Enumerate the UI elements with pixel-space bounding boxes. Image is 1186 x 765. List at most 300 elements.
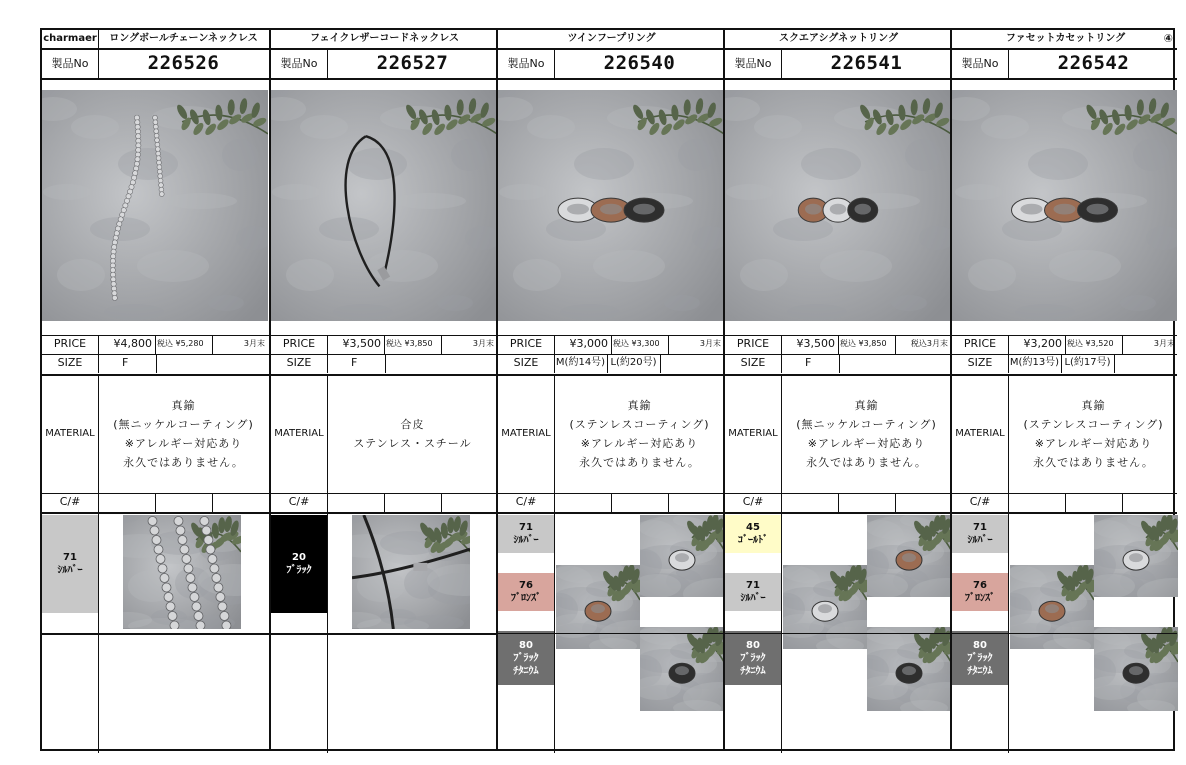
swatch-label-line: ﾌﾞﾗｯｸ bbox=[967, 652, 993, 664]
stone-texture bbox=[726, 184, 774, 200]
product-photo bbox=[1010, 565, 1094, 649]
product-photo bbox=[640, 515, 724, 597]
size-label: SIZE bbox=[967, 356, 993, 369]
chain-bead bbox=[180, 545, 189, 554]
color-swatch bbox=[498, 631, 554, 685]
stone-texture bbox=[664, 295, 700, 311]
chain-bead bbox=[192, 602, 201, 611]
stone-texture bbox=[347, 148, 407, 180]
chain-bead bbox=[152, 536, 161, 545]
swatch-label-line: ﾁﾀﾆｳﾑ bbox=[513, 665, 539, 677]
material-line: ※アレルギー対応あり bbox=[807, 437, 926, 450]
swatch-label-line: 80 bbox=[746, 639, 760, 651]
stone-texture bbox=[71, 115, 119, 139]
swatch-label-line: 71 bbox=[746, 580, 760, 591]
product-photo-image bbox=[1094, 627, 1178, 711]
swatch-label-line: 80 bbox=[973, 639, 987, 651]
stone-texture bbox=[905, 139, 941, 171]
product-photo-image bbox=[1010, 565, 1094, 649]
swatch-label-line: ｼﾙﾊﾞｰ bbox=[57, 565, 83, 576]
product-photo-image bbox=[42, 90, 268, 321]
chain-bead bbox=[178, 536, 187, 545]
stone-texture bbox=[222, 139, 258, 171]
chain-bead bbox=[200, 517, 209, 526]
tax-included-price: 税込 ¥3,300 bbox=[613, 339, 660, 348]
ring-hole bbox=[1087, 204, 1109, 215]
price-label: PRICE bbox=[53, 337, 87, 350]
column-divider bbox=[895, 493, 896, 512]
chain-bead bbox=[159, 183, 164, 188]
product-column bbox=[269, 30, 496, 749]
chain-bead bbox=[170, 621, 179, 629]
color-swatch bbox=[952, 515, 1008, 553]
stone-texture bbox=[286, 259, 334, 291]
stone-texture bbox=[57, 259, 105, 291]
chain-bead bbox=[158, 174, 163, 179]
product-photo-image bbox=[556, 565, 640, 649]
product-column bbox=[42, 30, 269, 749]
color-swatch bbox=[271, 515, 327, 613]
price-value: ¥3,500 bbox=[342, 337, 381, 350]
chain-bead bbox=[154, 133, 159, 138]
column-divider bbox=[155, 493, 156, 512]
color-swatch bbox=[952, 631, 1008, 685]
size-value: M(約14号) bbox=[555, 357, 606, 368]
product-photo-image bbox=[1094, 515, 1178, 597]
chain-bead bbox=[194, 612, 203, 621]
chain-bead bbox=[148, 517, 157, 526]
product-no-label: 製品No bbox=[507, 57, 545, 70]
stone-texture bbox=[513, 259, 561, 291]
stone-texture bbox=[43, 184, 91, 200]
row-divider bbox=[42, 78, 269, 80]
material-line: (ステンレスコーティング) bbox=[569, 418, 710, 431]
stone-texture bbox=[955, 184, 1003, 200]
material-line: (無ニッケルコーティング) bbox=[113, 418, 254, 431]
chain-bead bbox=[153, 124, 158, 129]
product-photo bbox=[867, 627, 951, 711]
material-text bbox=[554, 375, 725, 493]
product-photo bbox=[352, 515, 470, 629]
product-photo bbox=[952, 90, 1177, 321]
product-photo-image bbox=[271, 90, 497, 321]
product-code: 226527 bbox=[376, 52, 449, 74]
chain-bead bbox=[114, 231, 119, 236]
color-swatch bbox=[725, 631, 781, 685]
price-value: ¥3,000 bbox=[569, 337, 608, 350]
stone-texture bbox=[118, 148, 178, 180]
ring-hole bbox=[902, 553, 916, 562]
row-divider bbox=[271, 633, 496, 635]
color-number-label: C/# bbox=[288, 495, 310, 508]
material-line: 真鍮 bbox=[854, 399, 879, 412]
color-number-label: C/# bbox=[59, 495, 81, 508]
chain-bead bbox=[222, 621, 231, 629]
product-photo-image bbox=[498, 90, 724, 321]
chain-bead bbox=[160, 574, 169, 583]
color-number-label: C/# bbox=[742, 495, 764, 508]
stone-texture bbox=[820, 250, 892, 282]
material-label: MATERIAL bbox=[728, 428, 778, 439]
ring-hole bbox=[591, 604, 605, 613]
color-swatch bbox=[498, 515, 554, 553]
product-photo bbox=[123, 515, 241, 629]
chain-bead bbox=[220, 612, 229, 621]
product-name: ツインフープリング bbox=[567, 33, 656, 44]
swatch-label-line: ｼﾙﾊﾞｰ bbox=[967, 535, 993, 546]
column-divider bbox=[668, 493, 669, 512]
color-swatch bbox=[725, 515, 781, 553]
column-divider bbox=[384, 335, 385, 354]
swatch-label-line: ﾌﾞﾛﾝｽﾞ bbox=[511, 593, 541, 604]
delivery-note: 3月末 bbox=[699, 339, 721, 348]
tax-included-price: 税込 ¥3,850 bbox=[840, 339, 887, 348]
page-number: ④ bbox=[1163, 32, 1173, 45]
price-value: ¥3,500 bbox=[796, 337, 835, 350]
chain-bead bbox=[156, 151, 161, 156]
ring-hole bbox=[675, 666, 689, 675]
ring-hole bbox=[1045, 604, 1059, 613]
stone-texture bbox=[333, 304, 393, 320]
ring-hole bbox=[600, 204, 622, 215]
material-line: 永久ではありません。 bbox=[1033, 456, 1154, 469]
column-divider bbox=[385, 354, 386, 373]
swatch-label-line: 76 bbox=[973, 580, 987, 591]
chain-bead bbox=[150, 526, 159, 535]
chain-bead bbox=[112, 295, 117, 300]
product-name: フェイクレザーコードネックレス bbox=[310, 33, 459, 44]
ring-hole bbox=[1129, 553, 1143, 562]
product-photo-image bbox=[783, 565, 867, 649]
size-value: L(約17号) bbox=[1064, 357, 1111, 368]
stone-texture bbox=[560, 304, 620, 320]
ring-hole bbox=[818, 604, 832, 613]
column-divider bbox=[212, 493, 213, 512]
color-swatch bbox=[952, 573, 1008, 611]
chain-bead bbox=[208, 555, 217, 564]
cord-clasp bbox=[413, 563, 427, 571]
product-photo-image bbox=[725, 90, 951, 321]
price-label: PRICE bbox=[963, 337, 997, 350]
material-line: 真鍮 bbox=[1081, 399, 1106, 412]
swatch-label-line: ｺﾞｰﾙﾄﾞ bbox=[738, 535, 768, 546]
product-code: 226542 bbox=[1057, 52, 1130, 74]
row-divider bbox=[271, 78, 496, 80]
product-code: 226526 bbox=[147, 52, 220, 74]
product-photo bbox=[725, 90, 951, 321]
material-line: ※アレルギー対応あり bbox=[124, 437, 243, 450]
product-no-label: 製品No bbox=[734, 57, 772, 70]
column-divider bbox=[660, 354, 661, 373]
product-code: 226540 bbox=[603, 52, 676, 74]
size-value: F bbox=[805, 356, 812, 369]
chain-bead bbox=[159, 187, 164, 192]
price-value: ¥3,200 bbox=[1023, 337, 1062, 350]
swatch-label-line: 80 bbox=[519, 639, 533, 651]
stone-texture bbox=[165, 193, 237, 209]
material-line: (ステンレスコーティング) bbox=[1023, 418, 1164, 431]
color-swatch bbox=[725, 573, 781, 611]
swatch-label-line: 71 bbox=[973, 522, 987, 533]
material-line: 合皮 bbox=[400, 418, 425, 431]
column-divider bbox=[1065, 493, 1066, 512]
swatch-label-line: 71 bbox=[63, 552, 77, 563]
row-divider bbox=[42, 512, 269, 514]
material-label: MATERIAL bbox=[45, 428, 95, 439]
ring-hole bbox=[1054, 204, 1076, 215]
stone-texture bbox=[968, 259, 1016, 291]
chain-bead bbox=[210, 564, 219, 573]
tax-included-price: 税込 ¥3,520 bbox=[1067, 339, 1114, 348]
column-divider bbox=[1114, 354, 1115, 373]
stone-texture bbox=[137, 250, 209, 282]
material-line: 真鍮 bbox=[627, 399, 652, 412]
stone-texture bbox=[1120, 295, 1156, 311]
chain-bead bbox=[157, 160, 162, 165]
material-text bbox=[327, 375, 498, 493]
row-divider bbox=[952, 633, 1177, 634]
product-no-label: 製品No bbox=[961, 57, 999, 70]
product-photo-image bbox=[867, 627, 951, 711]
ring-hole bbox=[675, 553, 689, 562]
column-divider bbox=[155, 335, 156, 354]
product-photo bbox=[42, 90, 268, 321]
delivery-note: 3月末 bbox=[1153, 339, 1175, 348]
chain-bead bbox=[156, 156, 161, 161]
stone-texture bbox=[272, 184, 320, 200]
swatch-label-line: ﾁﾀﾆｳﾑ bbox=[740, 665, 766, 677]
product-photo-image bbox=[640, 515, 724, 597]
column-divider bbox=[781, 493, 782, 512]
product-photo bbox=[640, 627, 724, 711]
chain-bead bbox=[216, 593, 225, 602]
stone-texture bbox=[574, 148, 634, 180]
swatch-label-line: ﾌﾞﾗｯｸ bbox=[740, 652, 766, 664]
material-line: 永久ではありません。 bbox=[579, 456, 700, 469]
product-photo bbox=[498, 90, 724, 321]
chain-bead bbox=[164, 593, 173, 602]
chain-bead bbox=[134, 161, 139, 166]
chain-bead bbox=[155, 147, 160, 152]
size-label: SIZE bbox=[740, 356, 766, 369]
chain-bead bbox=[153, 120, 158, 125]
column-divider bbox=[327, 493, 328, 512]
size-label: SIZE bbox=[513, 356, 539, 369]
size-value: L(約20号) bbox=[610, 357, 657, 368]
column-divider bbox=[838, 335, 839, 354]
material-line: ※アレルギー対応あり bbox=[1034, 437, 1153, 450]
material-label: MATERIAL bbox=[501, 428, 551, 439]
product-photo-image bbox=[123, 515, 241, 629]
swatch-label-line: 71 bbox=[519, 522, 533, 533]
stone-texture bbox=[208, 295, 244, 311]
price-label: PRICE bbox=[736, 337, 770, 350]
product-no-label: 製品No bbox=[51, 57, 89, 70]
row-divider bbox=[498, 633, 723, 634]
color-swatch bbox=[498, 573, 554, 611]
price-label: PRICE bbox=[509, 337, 543, 350]
stone-texture bbox=[593, 250, 665, 282]
column-divider bbox=[384, 493, 385, 512]
chain-bead bbox=[158, 564, 167, 573]
stone-texture bbox=[300, 115, 348, 139]
stone-texture bbox=[366, 250, 438, 282]
product-no-label: 製品No bbox=[280, 57, 318, 70]
product-photo bbox=[867, 515, 951, 597]
ring-hole bbox=[633, 204, 655, 215]
size-value: F bbox=[351, 356, 358, 369]
stone-texture bbox=[1133, 139, 1169, 171]
stone-texture bbox=[754, 115, 802, 139]
material-text bbox=[98, 375, 269, 493]
stone-texture bbox=[1028, 148, 1088, 180]
row-divider bbox=[725, 633, 950, 634]
swatch-label-line: 45 bbox=[746, 522, 760, 533]
row-divider bbox=[952, 78, 1177, 80]
material-line: (無ニッケルコーティング) bbox=[796, 418, 937, 431]
color-number-label: C/# bbox=[969, 495, 991, 508]
stone-texture bbox=[380, 609, 416, 625]
swatch-label-line: 76 bbox=[519, 580, 533, 591]
material-line: 永久ではありません。 bbox=[123, 456, 244, 469]
column-divider bbox=[156, 354, 157, 373]
chain-bead bbox=[190, 593, 199, 602]
ring-hole bbox=[855, 204, 872, 215]
size-value: M(約13号) bbox=[1009, 357, 1060, 368]
tax-included-price: 税込 ¥5,280 bbox=[157, 339, 204, 348]
material-line: ステンレス・スチール bbox=[353, 437, 472, 450]
ring-hole bbox=[805, 204, 822, 215]
tax-included-price: 税込 ¥3,850 bbox=[386, 339, 433, 348]
row-divider bbox=[725, 78, 950, 80]
row-divider bbox=[498, 512, 723, 514]
product-catalog-sheet bbox=[40, 28, 1175, 751]
column-divider bbox=[838, 493, 839, 512]
color-number-label: C/# bbox=[515, 495, 537, 508]
row-divider bbox=[42, 633, 269, 635]
row-divider bbox=[725, 512, 950, 514]
product-photo-image bbox=[352, 515, 470, 629]
product-photo bbox=[271, 90, 497, 321]
chain-bead bbox=[162, 583, 171, 592]
column-divider bbox=[611, 335, 612, 354]
stone-texture bbox=[394, 193, 466, 209]
delivery-note: 3月末 bbox=[243, 339, 265, 348]
stone-texture bbox=[437, 295, 473, 311]
chain-bead bbox=[204, 536, 213, 545]
swatch-label-line: ﾌﾞﾗｯｸ bbox=[513, 652, 539, 664]
material-text bbox=[1008, 375, 1179, 493]
brand-label: charmaer bbox=[43, 33, 97, 44]
ring-hole bbox=[567, 204, 589, 215]
product-photo-image bbox=[867, 515, 951, 597]
chain-bead bbox=[182, 555, 191, 564]
stone-texture bbox=[527, 115, 575, 139]
chain-bead bbox=[155, 138, 160, 143]
chain-bead bbox=[154, 129, 159, 134]
product-name: ロングボールチェーンネックレス bbox=[109, 33, 258, 44]
swatch-label-line: ﾌﾞﾗｯｸ bbox=[286, 565, 312, 576]
stone-texture bbox=[1015, 304, 1075, 320]
chain-bead bbox=[186, 574, 195, 583]
chain-bead bbox=[166, 602, 175, 611]
size-value: F bbox=[122, 356, 129, 369]
swatch-label-line: ﾌﾞﾛﾝｽﾞ bbox=[965, 593, 995, 604]
ring-hole bbox=[902, 666, 916, 675]
swatch-label-line: ﾁﾀﾆｳﾑ bbox=[967, 665, 993, 677]
column-divider bbox=[1122, 493, 1123, 512]
column-divider bbox=[1065, 335, 1066, 354]
stone-texture bbox=[740, 259, 788, 291]
chain-bead bbox=[196, 621, 205, 629]
chain-bead bbox=[154, 545, 163, 554]
product-photo bbox=[783, 565, 867, 649]
product-code: 226541 bbox=[830, 52, 903, 74]
product-name: ファセットカセットリング bbox=[1005, 33, 1126, 44]
row-divider bbox=[498, 78, 723, 80]
stone-texture bbox=[104, 304, 164, 320]
price-label: PRICE bbox=[282, 337, 316, 350]
chain-bead bbox=[168, 612, 177, 621]
material-line: 真鍮 bbox=[171, 399, 196, 412]
chain-bead bbox=[212, 574, 221, 583]
chain-bead bbox=[158, 178, 163, 183]
swatch-label-line: ｼﾙﾊﾞｰ bbox=[740, 593, 766, 604]
product-column bbox=[950, 30, 1177, 749]
chain-bead bbox=[214, 583, 223, 592]
chain-bead bbox=[174, 517, 183, 526]
price-value: ¥4,800 bbox=[113, 337, 152, 350]
ring-hole bbox=[1129, 666, 1143, 675]
size-label: SIZE bbox=[286, 356, 312, 369]
stone-texture bbox=[891, 295, 927, 311]
product-column bbox=[496, 30, 723, 749]
column-divider bbox=[611, 493, 612, 512]
chain-bead bbox=[202, 526, 211, 535]
column-divider bbox=[98, 493, 99, 512]
material-text bbox=[781, 375, 952, 493]
ring-hole bbox=[830, 204, 847, 215]
color-swatch bbox=[42, 515, 98, 613]
product-photo-image bbox=[640, 627, 724, 711]
chain-bead bbox=[134, 166, 139, 171]
chain-bead bbox=[176, 526, 185, 535]
material-label: MATERIAL bbox=[274, 428, 324, 439]
material-label: MATERIAL bbox=[955, 428, 1005, 439]
stone-texture bbox=[981, 115, 1029, 139]
product-photo bbox=[1094, 515, 1178, 597]
swatch-label-line: ｼﾙﾊﾞｰ bbox=[513, 535, 539, 546]
product-photo bbox=[1094, 627, 1178, 711]
chain-bead bbox=[155, 142, 160, 147]
chain-bead bbox=[153, 115, 158, 120]
chain-bead bbox=[159, 192, 164, 197]
column-divider bbox=[554, 493, 555, 512]
stone-texture bbox=[773, 217, 833, 241]
chain-bead bbox=[156, 555, 165, 564]
stone-texture bbox=[451, 139, 487, 171]
chain-bead bbox=[157, 165, 162, 170]
stone-texture bbox=[1049, 250, 1121, 282]
product-photo-image bbox=[952, 90, 1177, 321]
delivery-note: 税込3月末 bbox=[910, 339, 948, 348]
product-name: スクエアシグネットリング bbox=[779, 33, 898, 44]
chain-bead bbox=[113, 235, 118, 240]
swatch-label-line: 20 bbox=[292, 552, 306, 563]
row-divider bbox=[952, 512, 1177, 514]
delivery-note: 3月末 bbox=[472, 339, 494, 348]
row-divider bbox=[271, 512, 496, 514]
